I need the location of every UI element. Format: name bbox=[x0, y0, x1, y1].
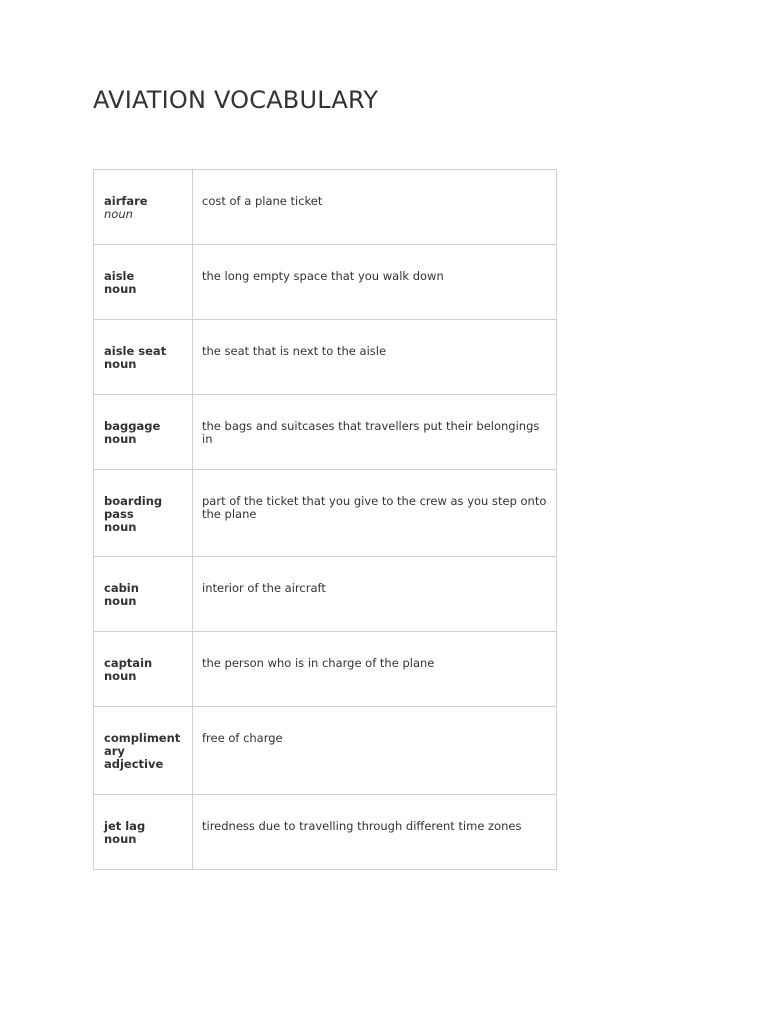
page-title: AVIATION VOCABULARY bbox=[93, 86, 379, 114]
part-of-speech: noun bbox=[104, 207, 133, 221]
part-of-speech: noun bbox=[104, 520, 137, 534]
table-row bbox=[94, 557, 557, 632]
term-cell bbox=[94, 245, 193, 320]
term-cell bbox=[94, 795, 193, 870]
term-cell bbox=[94, 395, 193, 470]
definition-cell bbox=[193, 707, 557, 795]
definition-cell bbox=[193, 245, 557, 320]
definition: cost of a plane ticket bbox=[202, 194, 323, 208]
part-of-speech: noun bbox=[104, 669, 137, 683]
term-cell bbox=[94, 170, 193, 245]
term-cell bbox=[94, 320, 193, 395]
term-cell bbox=[94, 557, 193, 632]
definition-cell bbox=[193, 470, 557, 557]
part-of-speech: noun bbox=[104, 432, 137, 446]
definition: tiredness due to travelling through different time zones bbox=[202, 819, 522, 833]
table-row bbox=[94, 320, 557, 395]
table-row bbox=[94, 395, 557, 470]
definition: free of charge bbox=[202, 731, 283, 745]
table-row bbox=[94, 632, 557, 707]
table-row bbox=[94, 245, 557, 320]
part-of-speech: noun bbox=[104, 282, 137, 296]
term: aisle seat bbox=[104, 344, 167, 358]
term: captain bbox=[104, 656, 153, 670]
definition-cell bbox=[193, 795, 557, 870]
definition: the person who is in charge of the plane bbox=[202, 656, 435, 670]
table-row bbox=[94, 470, 557, 557]
term: airfare bbox=[104, 194, 148, 208]
vocabulary-table bbox=[93, 169, 557, 870]
definition: the long empty space that you walk down bbox=[202, 269, 444, 283]
definition-cell bbox=[193, 557, 557, 632]
term-cell bbox=[94, 470, 193, 557]
term: jet lag bbox=[104, 819, 146, 833]
definition: interior of the aircraft bbox=[202, 581, 326, 595]
definition-cell bbox=[193, 632, 557, 707]
part-of-speech: adjective bbox=[104, 757, 164, 771]
definition: the bags and suitcases that travellers put their belongings in bbox=[202, 419, 540, 446]
term-cell bbox=[94, 632, 193, 707]
definition-cell bbox=[193, 320, 557, 395]
term: boarding pass bbox=[104, 494, 163, 521]
definition: the seat that is next to the aisle bbox=[202, 344, 387, 358]
term-cell bbox=[94, 707, 193, 795]
table-row bbox=[94, 170, 557, 245]
definition-cell bbox=[193, 395, 557, 470]
definition: part of the ticket that you give to the crew as you step onto the plane bbox=[202, 494, 547, 521]
table-row bbox=[94, 707, 557, 795]
part-of-speech: noun bbox=[104, 357, 137, 371]
part-of-speech: noun bbox=[104, 832, 137, 846]
term: complimentary bbox=[104, 731, 181, 758]
term: aisle bbox=[104, 269, 135, 283]
table-row bbox=[94, 795, 557, 870]
part-of-speech: noun bbox=[104, 594, 137, 608]
term: cabin bbox=[104, 581, 139, 595]
definition-cell bbox=[193, 170, 557, 245]
term: baggage bbox=[104, 419, 161, 433]
